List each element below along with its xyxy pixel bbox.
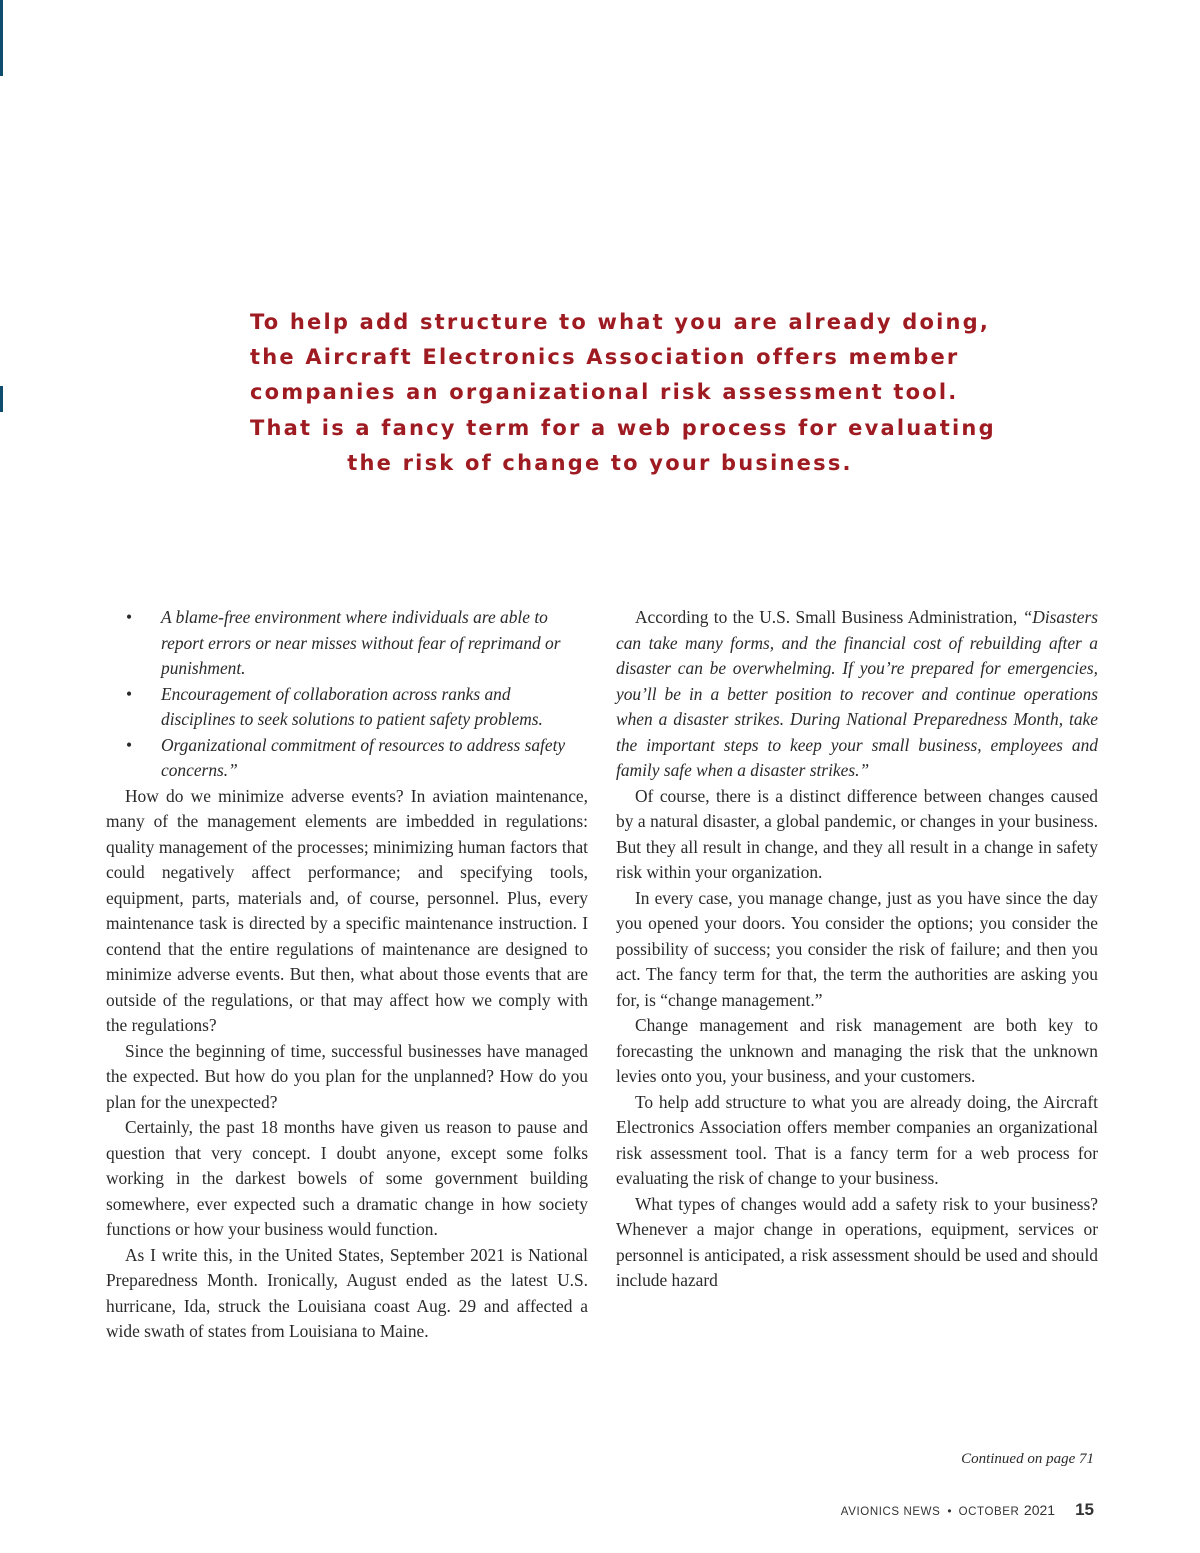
bullet-icon: • [126, 734, 133, 755]
page-edge-marker-top [0, 0, 3, 76]
body-paragraph: Certainly, the past 18 months have given us reason to pause and question that very concept. I doubt anyone, except some folks working in the darkest bowels of some government building somewhere, ever expected such a dramatic change in how society functions or how your business would function. [106, 1117, 588, 1239]
sba-quote-paragraph [616, 605, 1098, 784]
issue-year: 2021 [1023, 1502, 1056, 1518]
pull-quote-line: That is a fancy term for a web process for evaluating [250, 415, 996, 440]
page-footer [700, 1500, 1094, 1520]
bullet-item [106, 733, 588, 784]
bullet-text: Organizational commitment of resources to address safety concerns.” [161, 734, 566, 780]
body-paragraph: Change management and risk management are both key to forecasting the unknown and managing the risk that the unknown levies onto you, your business, and your customers. [616, 1015, 1098, 1086]
pull-quote-line: the risk of change to your business. [347, 450, 853, 475]
sba-quote: “Disasters can take many forms, and the financial cost of rebuilding after a disaster can be overwhelming. If you’re prepared for emergencies, you’ll be in a better position to recover and continue operations when a disaster strikes. During National Preparedness Month, take the important steps to keep your small business, employees and family safe when a disaster strikes.” [616, 607, 1098, 780]
bullet-item [106, 605, 588, 682]
sba-intro: According to the U.S. Small Business Administration, [635, 607, 1018, 627]
left-column [106, 605, 588, 1345]
body-paragraph: Of course, there is a distinct difference between changes caused by a natural disaster, a global pandemic, or changes in your business. But they all result in change, and they all result in a change in safety risk within your organization. [616, 785, 1098, 882]
footer-separator: • [947, 1504, 952, 1518]
pull-quote-line: To help add structure to what you are already doing, [250, 310, 991, 334]
bullet-item [106, 682, 588, 733]
body-paragraph: What types of changes would add a safety risk to your business? Whenever a major change in operations, equipment, services or personnel is anticipated, a risk assessment should be used and should include hazard [616, 1193, 1098, 1290]
bullet-icon: • [126, 607, 133, 627]
pull-quote-line: the Aircraft Electronics Association offers member [250, 345, 960, 370]
bullet-list [106, 605, 588, 784]
bullet-icon: • [126, 683, 133, 704]
page-edge-marker-middle [0, 386, 3, 412]
pull-quote [250, 305, 996, 481]
issue-month: OCTOBER [958, 1506, 1020, 1518]
bullet-text: A blame-free environment where individuals are able to report errors or near misses without fear of reprimand or punishment. [161, 607, 561, 678]
body-paragraph: To help add structure to what you are already doing, the Aircraft Electronics Association offers member companies an organizational risk assessment tool. That is a fancy term for a web process for evaluating the risk of change to your business. [616, 1091, 1098, 1188]
body-paragraph: In every case, you manage change, just as you have since the day you opened your doors. You consider the options; you consider the possibility of success; you consider the risk of failure; and then you act. The fancy term for that, the term the authorities are asking you for, is “change management.” [616, 887, 1098, 1010]
body-paragraph: As I write this, in the United States, September 2021 is National Preparedness Month. Ironically, August ended as the latest U.S. hurricane, Ida, struck the Louisiana coast Aug. 29 and affected a wide swath of states from Louisiana to Maine. [106, 1244, 588, 1341]
pull-quote-line: companies an organizational risk assessment tool. [250, 380, 959, 405]
bullet-text: Encouragement of collaboration across ranks and disciplines to seek solutions to patient safety problems. [161, 683, 543, 729]
body-paragraph: Since the beginning of time, successful businesses have managed the expected. But how do you plan for the unplanned? How do you plan for the unexpected? [106, 1040, 588, 1112]
right-column [616, 605, 1098, 1294]
body-paragraph: How do we minimize adverse events? In aviation maintenance, many of the management elements are imbedded in regulations: quality management of the processes; minimizing human factors that could negatively affect performance; and specifying tools, equipment, parts, materials and, of course, personnel. Plus, every maintenance task is directed by a specific maintenance instruction. I contend that the entire regulations of maintenance are designed to minimize adverse events. But then, what about those events that are outside of the regulations, or that may affect how we comply with the regulations? [106, 785, 588, 1035]
continued-note: Continued on page 71 [961, 1451, 1094, 1467]
publication-name: AVIONICS NEWS [840, 1506, 941, 1518]
page-number: 15 [1075, 1500, 1094, 1519]
